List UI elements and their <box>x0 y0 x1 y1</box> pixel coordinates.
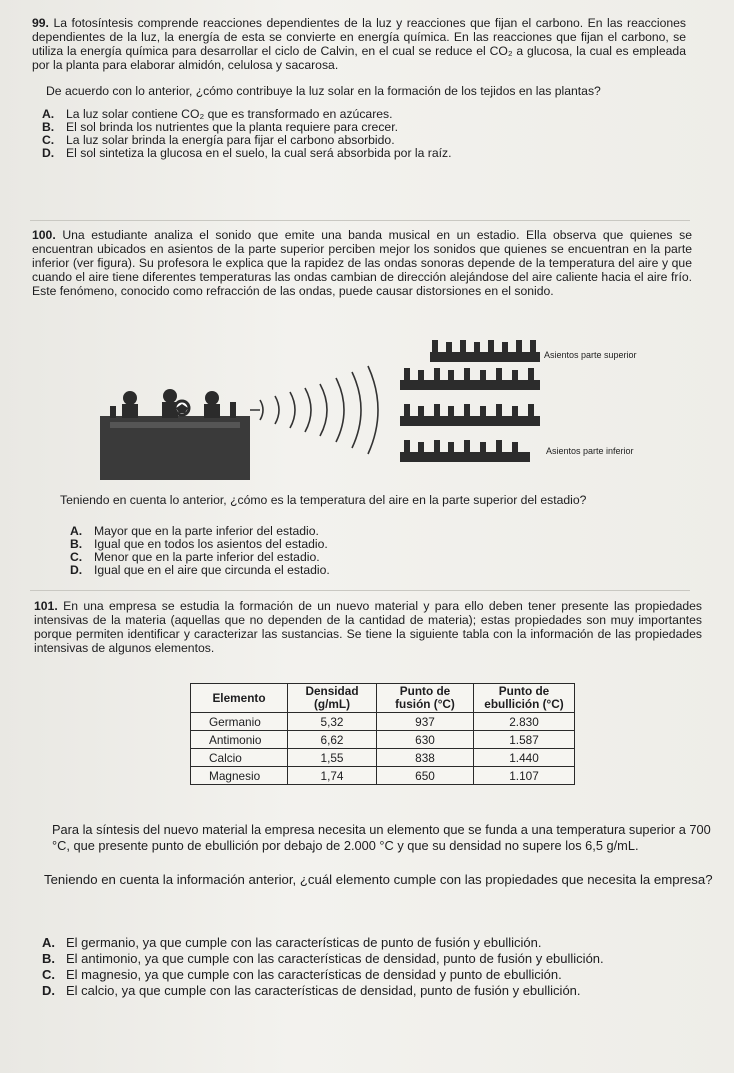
question-text: La fotosíntesis comprende reacciones dependientes de la luz y reacciones que fijan el carbono. En las reacciones dependientes de la luz, la energía de esta se convierte en energía química. En las reacciones que fijan el carbono, se utiliza la energía química para desarrollar el ciclo de Calvin, en el cual se reduce el CO₂ a glucosa, la cual es empleada por la planta para elaborar almidón, celulosa y sacarosa. <box>32 16 686 72</box>
table-row: Magnesio 1,74 650 1.107 <box>191 767 575 785</box>
question-100-stem <box>32 228 692 298</box>
option-b[interactable]: B. Igual que en todos los asientos del estadio. <box>70 537 328 551</box>
header-boiling: Punto de ebullición (°C) <box>474 684 575 713</box>
option-d[interactable]: D. Igual que en el aire que circunda el estadio. <box>70 563 330 577</box>
header-density: Densidad (g/mL) <box>288 684 377 713</box>
question-number: 99. <box>32 16 49 30</box>
question-text: Una estudiante analiza el sonido que emite una banda musical en un estadio. Ella observa que quienes se encuentran ubicados en asientos de la parte superior perciben mejor los sonidos que quienes se encuentran en la parte inferior (ver figura). Su profesora le explica que la rapidez de las ondas sonoras depende de la temperatura del aire y que cuando el aire tiene diferentes temperaturas las ondas cambian de dirección alejándose del aire caliente hacia el aire frío. Este fenómeno, conocido como refracción de las ondas, puede causar distorsiones en el sonido. <box>32 228 692 298</box>
stadium-figure <box>100 340 660 480</box>
sound-waves <box>260 366 378 454</box>
question-number: 100. <box>32 228 56 242</box>
option-a[interactable]: A. El germanio, ya que cumple con las características de punto de fusión y ebullición. <box>42 935 542 950</box>
question-100 <box>32 228 692 298</box>
seats <box>400 340 540 462</box>
option-d[interactable]: D. El calcio, ya que cumple con las características de densidad, punto de fusión y ebullición. <box>42 983 581 998</box>
option-a[interactable]: A. Mayor que en la parte inferior del estadio. <box>70 524 319 538</box>
question-100-prompt-block <box>60 493 700 577</box>
question-99 <box>32 16 686 160</box>
option-d[interactable]: D. El sol sintetiza la glucosa en el suelo, la cual será absorbida por la raíz. <box>42 146 452 160</box>
question-101-requirement: Para la síntesis del nuevo material la empresa necesita un elemento que se funda a una temperatura superior a 700 °C, que presente punto de ebullición por debajo de 2.000 °C y que su densidad no supere los 6,5 g/mL. <box>52 822 711 853</box>
question-100-prompt: Teniendo en cuenta lo anterior, ¿cómo es la temperatura del aire en la parte superior del estadio? <box>60 493 587 507</box>
question-101-prompt: Teniendo en cuenta la información anterior, ¿cuál elemento cumple con las propiedades que necesita la empresa? <box>44 872 713 887</box>
label-lower-seats: Asientos parte inferior <box>546 446 634 456</box>
question-101-stem <box>34 599 702 655</box>
table-header-row <box>191 684 575 713</box>
question-101 <box>34 599 702 655</box>
table-row: Calcio 1,55 838 1.440 <box>191 749 575 767</box>
option-b[interactable]: B. El antimonio, ya que cumple con las características de densidad, punto de fusión y ebullición. <box>42 951 604 966</box>
option-a[interactable]: A. La luz solar contiene CO₂ que es transformado en azúcares. <box>42 107 393 121</box>
question-100-options <box>70 524 700 577</box>
option-c[interactable]: C. Menor que en la parte inferior del estadio. <box>70 550 320 564</box>
table-row: Germanio 5,32 937 2.830 <box>191 713 575 731</box>
header-melting: Punto de fusión (°C) <box>377 684 474 713</box>
question-99-options <box>42 107 686 160</box>
question-99-prompt: De acuerdo con lo anterior, ¿cómo contribuye la luz solar en la formación de los tejidos en las plantas? <box>46 84 601 98</box>
table-row: Antimonio 6,62 630 1.587 <box>191 731 575 749</box>
option-c[interactable]: C. El magnesio, ya que cumple con las características de densidad y punto de ebullición. <box>42 967 562 982</box>
divider <box>30 220 690 221</box>
option-b[interactable]: B. El sol brinda los nutrientes que la planta requiere para crecer. <box>42 120 398 134</box>
properties-table <box>190 683 575 785</box>
question-101-options <box>42 935 726 999</box>
question-99-stem <box>32 16 686 72</box>
question-text: En una empresa se estudia la formación de un nuevo material y para ello deben tener presente las propiedades intensivas de la materia (aquellas que no dependen de la cantidad de materia); estas propiedades son muy importantes porque permiten identificar y caracterizar las sustancias. Se tiene la siguiente tabla con la información de las propiedades intensivas de algunos elementos. <box>34 599 703 655</box>
band-icon <box>110 389 236 418</box>
header-element: Elemento <box>191 684 288 713</box>
label-upper-seats: Asientos parte superior <box>544 350 637 360</box>
option-c[interactable]: C. La luz solar brinda la energía para fijar el carbono absorbido. <box>42 133 395 147</box>
question-number: 101. <box>34 599 58 613</box>
divider <box>30 590 690 591</box>
